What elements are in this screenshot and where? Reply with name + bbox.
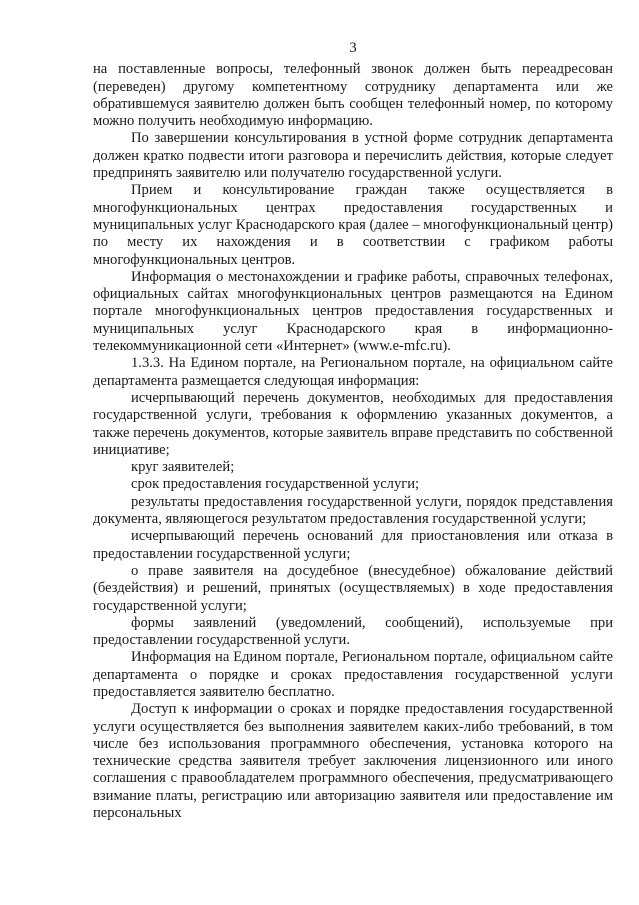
paragraph: По завершении консультирования в устной форме сотрудник департамента должен кратко подвести итоги разговора и перечислить действия, которые следует предпринять заявителю или получателю государственной услуги. [93, 130, 613, 182]
paragraph: круг заявителей; [131, 459, 235, 476]
paragraph: срок предоставления государственной услуги; [131, 476, 420, 493]
paragraph: 1.3.3. На Едином портале, на Региональном портале, на официальном сайте департамента размещается следующая информация: [93, 355, 613, 389]
paragraph: о праве заявителя на досудебное (внесудебное) обжалование действий (бездействия) и решений, принятых (осуществляемых) в ходе предоставления государственной услуги; [93, 562, 613, 614]
page-number: 3 [349, 40, 357, 56]
paragraph: результаты предоставления государственной услуги, порядок представления документа, являющегося результатом предоставления государственной услуги; [93, 493, 613, 528]
paragraph: формы заявлений (уведомлений, сообщений), используемые при предоставлении государственной услуги. [93, 614, 613, 649]
paragraph: на поставленные вопросы, телефонный звонок должен быть переадресован (переведен) другому компетентному сотруднику департамента или же обратившемуся заявителю должен быть сообщен телефонный номер, по которому можно получить необходимую информацию. [93, 61, 613, 130]
paragraph: Информация на Едином портале, Региональном портале, официальном сайте департамента о порядке и сроках предоставления государственной услуги предоставляется заявителю бесплатно. [93, 649, 613, 700]
paragraph: исчерпывающий перечень документов, необходимых для предоставления государственной услуги, требования к оформлению указанных документов, а также перечень документов, которые заявитель вправе представить по собственной инициативе; [93, 389, 613, 458]
paragraph: Прием и консультирование граждан также осуществляется в многофункциональных центрах предоставления государственных и муниципальных услуг Краснодарского края (далее – многофункциональный центр) по месту их нахождения и в соответствии с графиком работы многофункциональных центров. [93, 182, 613, 268]
paragraph: Информация о местонахождении и графике работы, справочных телефонах, официальных сайтах многофункциональных центров размещаются на Едином портале многофункциональных центров предоставления государственных и муниципальных услуг Краснодарского края в информационно-телекоммуникационной сети «Интернет» (www.e-mfc.ru). [93, 268, 613, 355]
document-body [93, 61, 613, 822]
paragraph: исчерпывающий перечень оснований для приостановления или отказа в предоставлении государственной услуги; [93, 528, 613, 562]
paragraph: Доступ к информации о сроках и порядке предоставления государственной услуги осуществляется без выполнения заявителем каких-либо требований, в том числе без использования программного обеспечения, установка которого на технические средства заявителя требует заключения лицензионного или иного соглашения с правообладателем программного обеспечения, предусматривающего взимание платы, регистрацию или авторизацию заявителя или предоставление им персональных [93, 701, 613, 822]
